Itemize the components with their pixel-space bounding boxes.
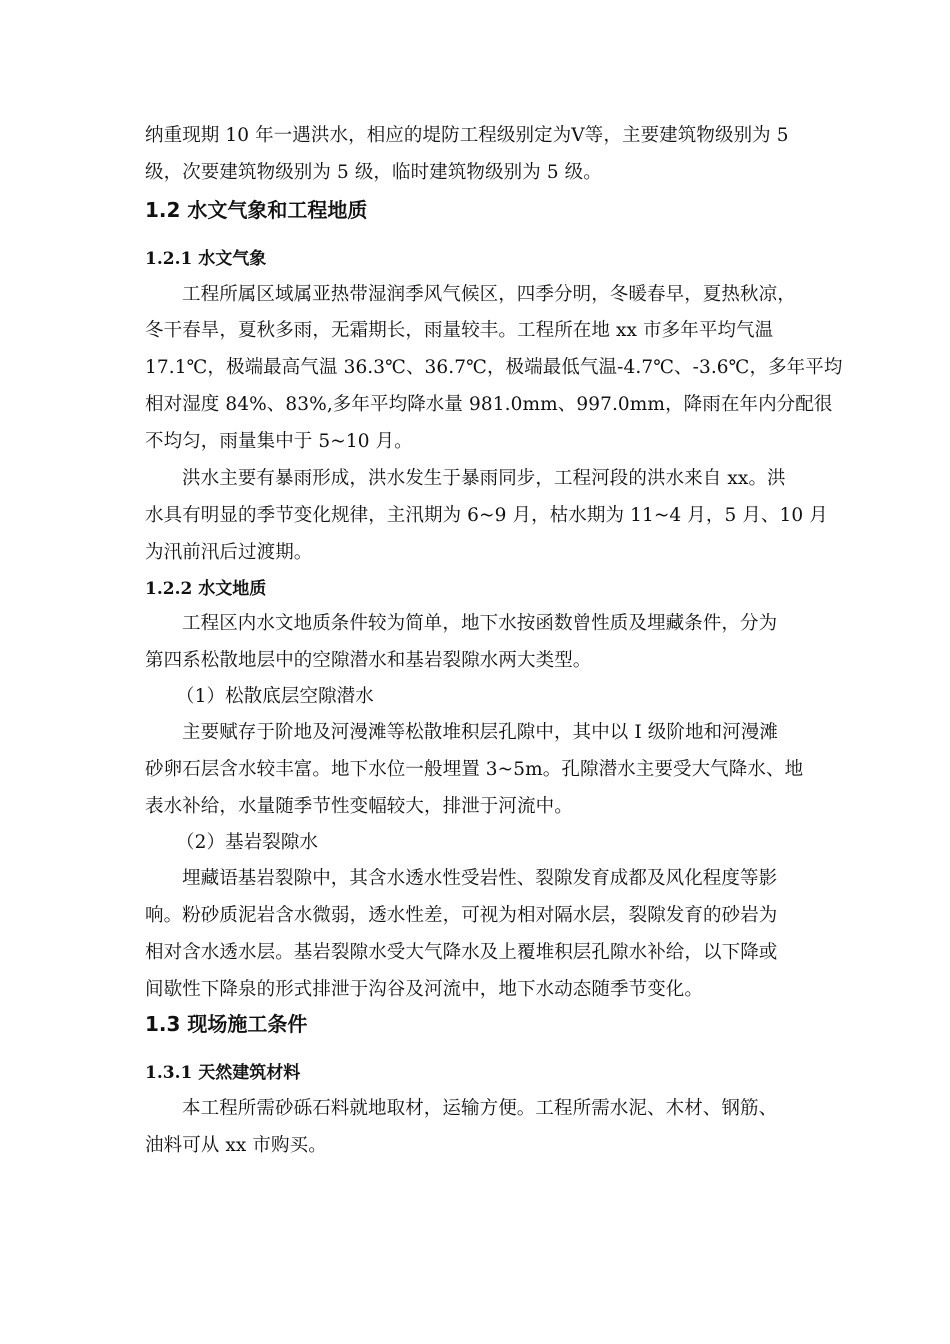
subsection-1-2-2-heading: 1.2.2 水文地质 <box>145 579 267 599</box>
subsection-1-2-1-heading: 1.2.1 水文气象 <box>145 249 267 269</box>
geology-item2-title: （2）基岩裂隙水 <box>176 832 319 853</box>
geology-item2-line-1: 埋藏语基岩裂隙中，其含水透水性受岩性、裂隙发育成都及风化程度等影 <box>182 868 778 889</box>
section-1-2-heading: 1.2 水文气象和工程地质 <box>145 198 368 222</box>
geology-para1-line-2: 第四系松散地层中的空隙潜水和基岩裂隙水两大类型。 <box>145 650 592 671</box>
subsection-1-3-1-heading: 1.3.1 天然建筑材料 <box>145 1063 301 1083</box>
geology-item1-line-2: 砂卵石层含水较丰富。地下水位一般埋置 3~5m。孔隙潜水主要受大气降水、地 <box>145 759 804 780</box>
geology-item1-title: （1）松散底层空隙潜水 <box>176 686 374 707</box>
geology-item2-line-3: 相对含水透水层。基岩裂隙水受大气降水及上覆堆积层孔隙水补给，以下降或 <box>145 942 778 963</box>
climate-para1-line-2: 冬干春旱，夏秋多雨，无霜期长，雨量较丰。工程所在地 xx 市多年平均气温 <box>145 320 774 341</box>
materials-para1-line-1: 本工程所需砂砾石料就地取材，运输方便。工程所需水泥、木材、钢筋、 <box>182 1098 778 1119</box>
intro-line-1: 纳重现期 10 年一遇洪水，相应的堤防工程级别定为Ⅴ等，主要建筑物级别为 5 <box>145 125 789 146</box>
climate-para1-line-3: 17.1℃，极端最高气温 36.3℃、36.7℃，极端最低气温-4.7℃、-3.6℃，多年平均 <box>145 357 843 378</box>
climate-para1-line-1: 工程所属区域属亚热带湿润季风气候区，四季分明，冬暖春早，夏热秋凉， <box>182 284 796 305</box>
geology-item2-line-2: 响。粉砂质泥岩含水微弱，透水性差，可视为相对隔水层，裂隙发育的砂岩为 <box>145 905 778 926</box>
geology-para1-line-1: 工程区内水文地质条件较为简单，地下水按函数曾性质及埋藏条件，分为 <box>182 613 778 634</box>
climate-para2-line-3: 为汛前汛后过渡期。 <box>145 542 313 563</box>
climate-para1-line-5: 不均匀，雨量集中于 5~10 月。 <box>145 431 413 452</box>
climate-para1-line-4: 相对湿度 84%、83%,多年平均降水量 981.0mm、997.0mm，降雨在年内分配很 <box>145 394 833 415</box>
intro-line-2: 级，次要建筑物级别为 5 级，临时建筑物级别为 5 级。 <box>145 162 602 183</box>
materials-para1-line-2: 油料可从 xx 市购买。 <box>145 1135 327 1156</box>
section-1-3-heading: 1.3 现场施工条件 <box>145 1012 308 1036</box>
climate-para2-line-2: 水具有明显的季节变化规律，主汛期为 6~9 月，枯水期为 11~4 月，5 月、10 月 <box>145 505 828 526</box>
climate-para2-line-1: 洪水主要有暴雨形成，洪水发生于暴雨同步，工程河段的洪水来自 xx。洪 <box>182 468 786 489</box>
geology-item2-line-4: 间歇性下降泉的形式排泄于沟谷及河流中，地下水动态随季节变化。 <box>145 979 704 1000</box>
geology-item1-line-3: 表水补给，水量随季节性变幅较大，排泄于河流中。 <box>145 796 573 817</box>
geology-item1-line-1: 主要赋存于阶地及河漫滩等松散堆积层孔隙中，其中以 I 级阶地和河漫滩 <box>182 722 778 743</box>
